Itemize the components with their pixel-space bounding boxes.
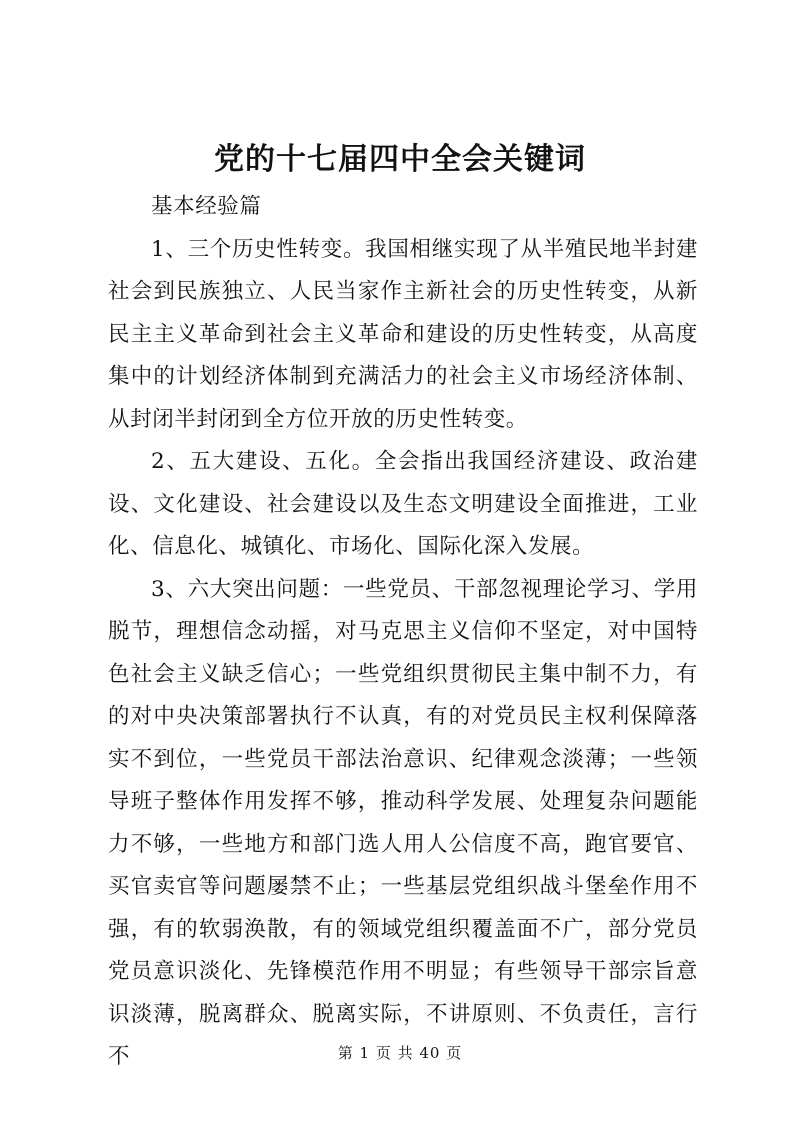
section-heading: 基本经验篇 (151, 194, 262, 219)
paragraph-2: 2、五大建设、五化。全会指出我国经济建设、政治建设、文化建设、社会建设以及生态文明建设全面推进，工业化、信息化、城镇化、市场化、国际化深入发展。 (108, 449, 698, 559)
paragraph-1: 1、三个历史性转变。我国相继实现了从半殖民地半封建社会到民族独立、人民当家作主新社会的历史性转变，从新民主主义革命到社会主义革命和建设的历史性转变，从高度集中的计划经济体制到充满活力的社会主义市场经济体制、从封闭半封闭到全方位开放的历史性转变。 (108, 236, 698, 432)
document-title: 党的十七届四中全会关键词 (214, 142, 586, 177)
document-body (108, 186, 698, 1079)
page-number-footer: 第 1 页 共 40 页 (337, 1044, 463, 1062)
paragraph-3: 3、六大突出问题：一些党员、干部忽视理论学习、学用脱节，理想信念动摇，对马克思主义信仰不坚定，对中国特色社会主义缺乏信心；一些党组织贯彻民主集中制不力，有的对中央决策部署执行不认真，有的对党员民主权利保障落实不到位，一些党员干部法治意识、纪律观念淡薄；一些领导班子整体作用发挥不够，推动科学发展、处理复杂问题能力不够，一些地方和部门选人用人公信度不高，跑官要官、买官卖官等问题屡禁不止；一些基层党组织战斗堡垒作用不强，有的软弱涣散，有的领域党组织覆盖面不广，部分党员党员意识淡化、先锋模范作用不明显；有些领导干部宗旨意识淡薄，脱离群众、脱离实际，不讲原则、不负责任，言行不 (108, 576, 698, 1069)
